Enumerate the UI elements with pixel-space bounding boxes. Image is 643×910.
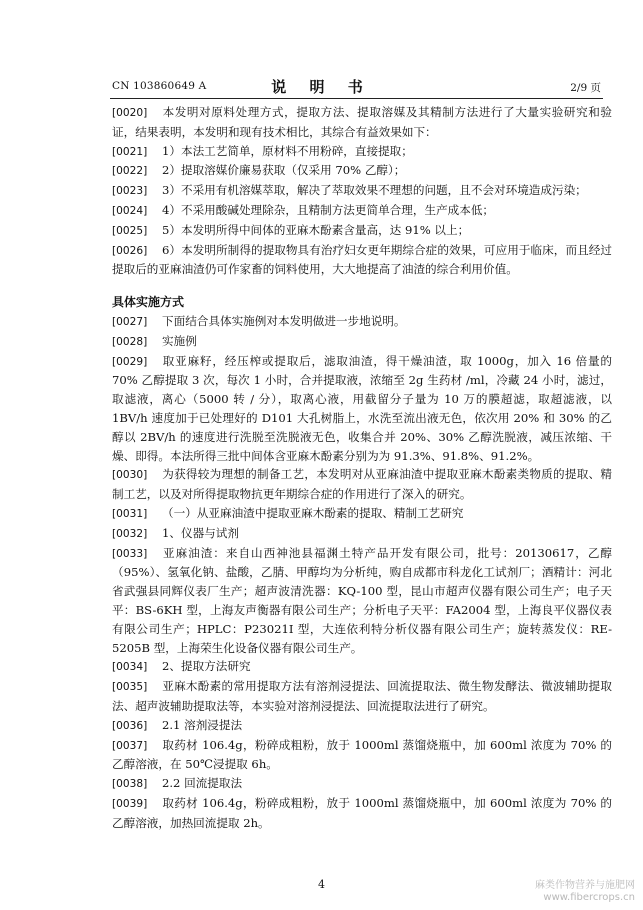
- paragraph-text: 3）不采用有机溶媒萃取，解决了萃取效果不理想的问题，且不会对环境造成污染；: [162, 183, 587, 198]
- paragraph-text: 为获得较为理想的制备工艺，本发明对从亚麻油渣中提取亚麻木酚素类物质的提取、精制工艺，以及对所得提取物抗更年期综合症的作用进行了深入的研究。: [112, 467, 612, 502]
- paragraph-0020: [112, 103, 612, 142]
- page-indicator: 2/9 页: [570, 82, 601, 94]
- paragraph-0021: [112, 142, 612, 162]
- paragraph-text: 亚麻油渣：来自山西神池县福渊土特产品开发有限公司，批号：20130617，乙醇（95%）、氢氧化钠、盐酸，乙腈、甲醇均为分析纯，购自成都市科龙化工试剂厂；酒精计：河北省武强县同辉仪表厂生产；超声波清洗器：KQ-100 型，昆山市超声仪器有限公司生产；电子天平：BS-6KH 型，上海友声衡器有限公司生产；分析电子天平：FA2004 型，上海良平仪器仪表有限公司生产；HPLC：P23021I 型，大连依利特分析仪器有限公司生产；旋转蒸发仪：RE-5205B 型，上海荣生化设备仪器有限公司生产。: [112, 545, 612, 655]
- paragraph-text: 本发明对原料处理方式，提取方法、提取溶媒及其精制方法进行了大量实验研究和验证，结果表明，本发明和现有技术相比，其综合有益效果如下：: [112, 105, 612, 139]
- paragraph-text: 6）本发明所制得的提取物具有治疗妇女更年期综合症的效果，可应用于临床，而且经过提取后的亚麻油渣仍可作家畜的饲料使用，大大地提高了油渣的综合利用价值。: [112, 242, 612, 277]
- paragraph-text: 2.1 溶剂浸提法: [162, 717, 243, 732]
- page-header: [0, 76, 643, 96]
- paragraph-text: 下面结合具体实施例对本发明做进一步地说明。: [162, 313, 406, 328]
- paragraph-number: [0033]: [112, 547, 148, 560]
- paragraph-0027: [112, 312, 612, 332]
- paragraph-number: [0038]: [112, 778, 148, 791]
- paragraph-0026: [112, 241, 612, 280]
- paragraph-0037: [112, 736, 612, 775]
- paragraph-text: 5）本发明所得中间体的亚麻木酚素含量高，达 91% 以上；: [162, 222, 470, 237]
- paragraph-text: 取药材 106.4g，粉碎成粗粉，放于 1000ml 蒸馏烧瓶中，加 600ml 浓度为 70% 的乙醇溶液，在 50℃浸提取 6h。: [112, 737, 612, 772]
- page-number: 4: [318, 878, 325, 891]
- paragraph-text: 1）本法工艺简单，原材料不用粉碎，直接提取；: [162, 143, 413, 158]
- paragraph-number: [0021]: [112, 145, 148, 158]
- paragraph-0022: [112, 161, 612, 181]
- watermark: [535, 880, 635, 904]
- paragraph-0029: [112, 352, 612, 466]
- patent-number: CN 103860649 A: [112, 80, 207, 92]
- paragraph-0032: [112, 524, 612, 544]
- paragraph-number: [0025]: [112, 224, 148, 237]
- paragraph-number: [0026]: [112, 244, 148, 257]
- paragraph-0025: [112, 221, 612, 241]
- paragraph-0024: [112, 201, 612, 221]
- paragraph-text: 实施例: [162, 333, 197, 348]
- header-rule: [110, 98, 603, 99]
- paragraph-text: 亚麻木酚素的常用提取方法有溶剂浸提法、回流提取法、微生物发酵法、微波辅助提取法、超声波辅助提取法等，本实验对溶剂浸提法、回流提取法进行了研究。: [112, 679, 612, 713]
- paragraph-0036: [112, 716, 612, 736]
- paragraph-number: [0031]: [112, 507, 148, 520]
- paragraph-number: [0039]: [112, 797, 148, 810]
- paragraph-number: [0023]: [112, 185, 148, 198]
- paragraph-text: （一）从亚麻油渣中提取亚麻木酚素的提取、精制工艺研究: [162, 505, 464, 520]
- paragraph-text: 1、仪器与试剂: [162, 525, 239, 540]
- document-body: [112, 103, 612, 832]
- paragraph-text: 2）提取溶媒价廉易获取（仅采用 70% 乙醇）；: [162, 163, 406, 178]
- paragraph-number: [0036]: [112, 719, 148, 732]
- paragraph-number: [0029]: [112, 355, 148, 368]
- paragraph-0035: [112, 677, 612, 716]
- paragraph-0038: [112, 774, 612, 794]
- paragraph-0030: [112, 465, 612, 504]
- paragraph-text: 2、提取方法研究: [162, 659, 251, 674]
- paragraph-number: [0030]: [112, 469, 148, 482]
- document-title: 说 明 书: [271, 78, 372, 96]
- paragraph-number: [0027]: [112, 315, 148, 328]
- paragraph-0039: [112, 794, 612, 833]
- paragraph-text: 取药材 106.4g，粉碎成粗粉，放于 1000ml 蒸馏烧瓶中，加 600ml 浓度为 70% 的乙醇溶液，加热回流提取 2h。: [112, 795, 612, 830]
- paragraph-number: [0037]: [112, 739, 148, 752]
- paragraph-0033: [112, 544, 612, 658]
- paragraph-0031: [112, 504, 612, 524]
- paragraph-0023: [112, 181, 612, 201]
- paragraph-text: 2.2 回流提取法: [162, 776, 243, 791]
- paragraph-number: [0022]: [112, 165, 148, 178]
- paragraph-0028: [112, 332, 612, 352]
- watermark-title: 麻类作物营养与施肥网: [535, 880, 635, 891]
- paragraph-text: 4）不采用酸碱处理除杂，且精制方法更简单合理，生产成本低；: [162, 202, 495, 217]
- paragraph-number: [0024]: [112, 204, 148, 217]
- paragraph-number: [0020]: [112, 107, 148, 119]
- paragraph-text: 取亚麻籽，经压榨或提取后，滤取油渣，得干燥油渣，取 1000g，加入 16 倍量的 70% 乙醇提取 3 次，每次 1 小时，合并提取液，浓缩至 2g 生药材 /ml，冷藏 24 小时，滤过，取滤液，离心（5000 转 / 分），取离心液，用截留分子量为 10 万的膜超滤，取超滤液，以 1BV/h 速度加于已处理好的 D101 大孔树脂上，水洗至流出液无色，依次用 20% 和 30% 的乙醇以 2BV/h 的速度进行洗脱至洗脱液无色，收集合并 20%、30% 乙醇洗脱液，减压浓缩、干燥、即得。本法所得三批中间体含亚麻木酚素分别为为 91.3%、91.8%、91.2%。: [112, 353, 612, 463]
- section-heading: 具体实施方式: [112, 295, 185, 310]
- paragraph-number: [0032]: [112, 527, 148, 540]
- watermark-url: www.fibercrops.cn: [543, 892, 635, 903]
- paragraph-number: [0034]: [112, 661, 148, 674]
- paragraph-0034: [112, 657, 612, 677]
- paragraph-number: [0035]: [112, 681, 148, 694]
- paragraph-number: [0028]: [112, 335, 148, 348]
